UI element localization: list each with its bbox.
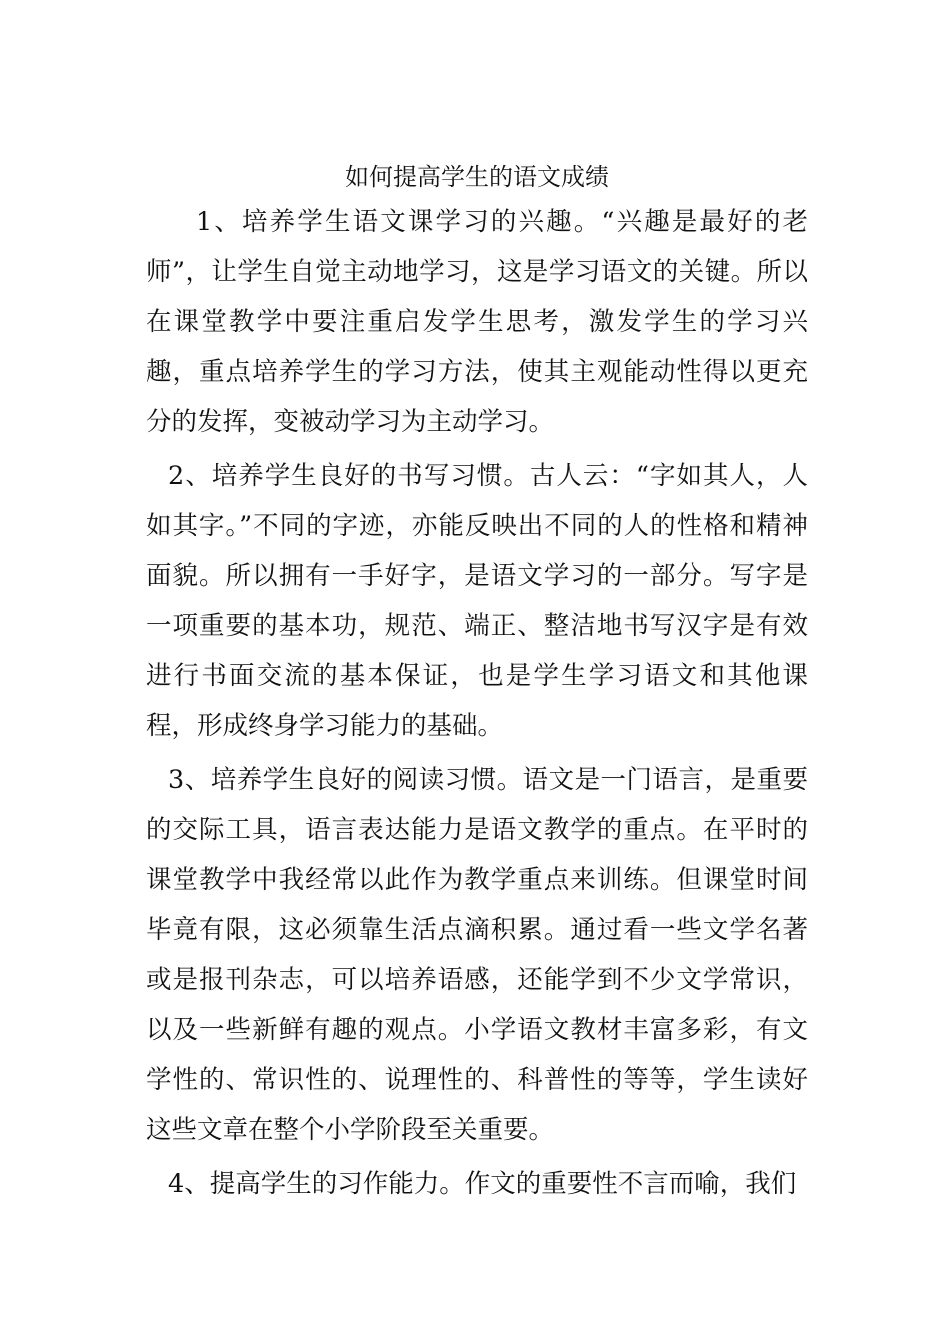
paragraph-1: 1、培养学生语文课学习的兴趣。“兴趣是最好的老师”，让学生自觉主动地学习，这是学习语文的关键。所以在课堂教学中要注重启发学生思考，激发学生的学习兴趣，重点培养学生的学习方法，使其主观能动性得以更充分的发挥，变被动学习为主动学习。	[146, 207, 808, 437]
document-body	[146, 157, 808, 1213]
document-title: 如何提高学生的语文成绩	[345, 163, 609, 191]
paragraph-2: 2、培养学生良好的书写习惯。古人云：“字如其人，人如其字。”不同的字迹，亦能反映出不同的人的性格和精神面貌。所以拥有一手好字，是语文学习的一部分。写字是一项重要的基本功，规范、端正、整洁地书写汉字是有效进行书面交流的基本保证，也是学生学习语文和其他课程，形成终身学习能力的基础。	[146, 461, 808, 741]
paragraph-4: 4、提高学生的习作能力。作文的重要性不言而喻，我们	[168, 1169, 797, 1199]
paragraph-3: 3、培养学生良好的阅读习惯。语文是一门语言，是重要的交际工具，语言表达能力是语文教学的重点。在平时的课堂教学中我经常以此作为教学重点来训练。但课堂时间毕竟有限，这必须靠生活点滴积累。通过看一些文学名著或是报刊杂志，可以培养语感，还能学到不少文学常识，以及一些新鲜有趣的观点。小学语文教材丰富多彩，有文学性的、常识性的、说理性的、科普性的等等，学生读好这些文章在整个小学阶段至关重要。	[146, 765, 808, 1145]
